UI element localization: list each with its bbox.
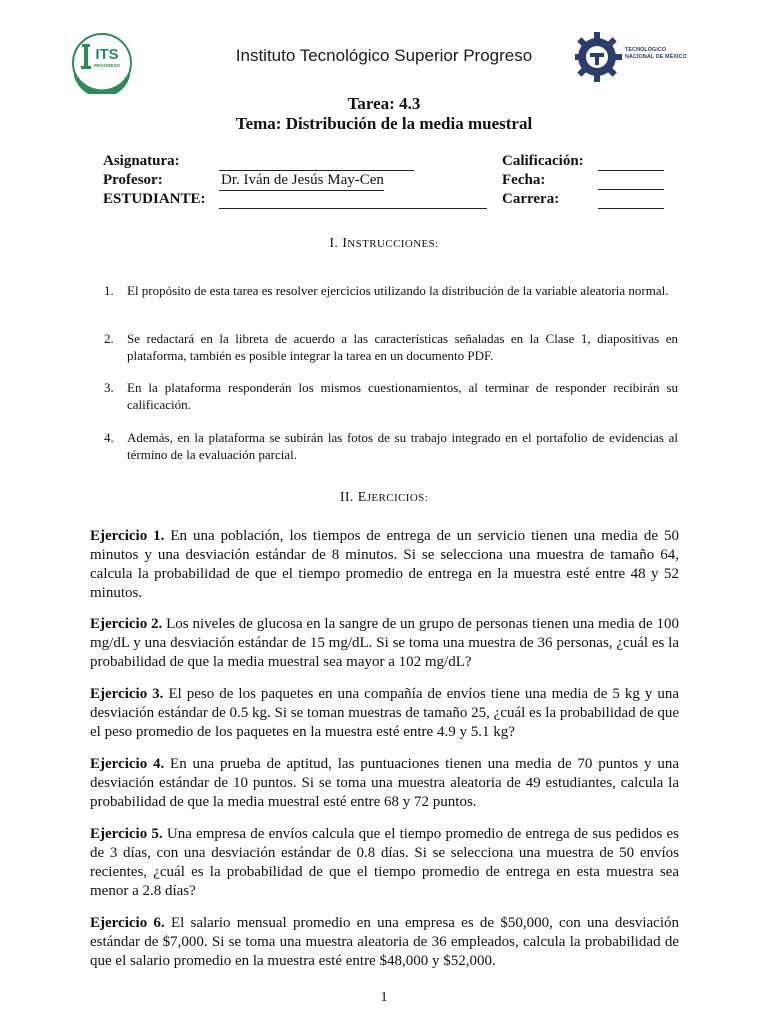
calificacion-label: Calificación: bbox=[502, 153, 584, 169]
tecnm-logo-line2: NACIONAL DE MÉXICO bbox=[625, 54, 687, 60]
list-item-text: Además, en la plataforma se subirán las fotos de su trabajo integrado en el portafolio de evidencias al término de la evaluación parcial. bbox=[127, 430, 678, 462]
profesor-label: Profesor: bbox=[103, 172, 163, 188]
list-item-number: 3. bbox=[104, 380, 114, 395]
list-item-text: El propósito de esta tarea es resolver ejercicios utilizando la distribución de la variable aleatoria normal. bbox=[127, 283, 669, 298]
exercise-text: En una población, los tiempos de entrega de un servicio tienen una media de 50 minutos y una desviación estándar de 8 minutos. Si se selecciona una muestra de tamaño 64, calcula la probabilidad de que el tiempo promedio de entrega en la muestra esté entre 48 y 52 minutos. bbox=[90, 528, 680, 601]
profesor-value: Dr. Iván de Jesús May-Cen bbox=[221, 172, 384, 188]
section-exercises-title bbox=[0, 490, 768, 506]
section-instructions-rest: NSTRUCCIONES: bbox=[347, 238, 439, 250]
page-number: 1 bbox=[380, 990, 388, 1005]
exercise-label: Ejercicio 2. bbox=[90, 616, 163, 632]
asignatura-label: Asignatura: bbox=[103, 153, 180, 169]
list-item-text: En la plataforma responderán los mismos cuestionamientos, al terminar de responder recibirán su calificación. bbox=[127, 380, 678, 412]
list-item-number: 4. bbox=[104, 430, 114, 445]
list-item-text: Se redactará en la libreta de acuerdo a las características señaladas en la Clase 1, diapositivas en plataforma, también es posible integrar la tarea en un documento PDF. bbox=[127, 331, 678, 363]
section-exercises-rest: JERCICIOS: bbox=[366, 492, 429, 504]
assignment-topic: Tema: Distribución de la media muestral bbox=[235, 114, 533, 133]
exercise-item bbox=[90, 825, 679, 901]
exercise-label: Ejercicio 3. bbox=[90, 686, 164, 702]
carrera-label: Carrera: bbox=[502, 191, 560, 207]
exercise-text: Los niveles de glucosa en la sangre de un grupo de personas tienen una media de 100 mg/dL y una desviación estándar de 15 mg/dL. Si se toma una muestra de 36 personas, ¿cuál es la probabilidad de que la media muestral sea mayor a 102 mg/dL? bbox=[90, 616, 679, 670]
assignment-title: Tarea: 4.3 bbox=[347, 94, 421, 113]
tecnm-logo-text bbox=[625, 47, 695, 61]
estudiante-label: ESTUDIANTE: bbox=[103, 191, 206, 207]
calificacion-field bbox=[598, 170, 664, 171]
section-instructions-title bbox=[0, 236, 768, 252]
exercise-text: Una empresa de envíos calcula que el tiempo promedio de entrega de sus pedidos es de 3 días, con una desviación estándar de 0.8 días. Si se selecciona una muestra de 50 envíos recientes, ¿cuál es la probabilidad de que el tiempo promedio de entrega en esta muestra sea menor a 2.8 días? bbox=[90, 826, 679, 899]
exercise-item bbox=[90, 755, 679, 812]
estudiante-field bbox=[219, 208, 487, 209]
exercise-item bbox=[90, 685, 679, 742]
exercise-item bbox=[90, 615, 679, 672]
fecha-label: Fecha: bbox=[502, 172, 546, 188]
exercise-label: Ejercicio 4. bbox=[90, 756, 165, 772]
section-exercises-first-letter: E bbox=[357, 490, 367, 505]
institution-name: Instituto Tecnológico Superior Progreso bbox=[235, 46, 533, 65]
tecnm-logo-line1: TECNOLÓGICO bbox=[625, 47, 667, 53]
fecha-field bbox=[598, 189, 664, 190]
carrera-field bbox=[598, 208, 664, 209]
its-logo-subtext: PROGRESO bbox=[93, 63, 121, 68]
exercise-label: Ejercicio 6. bbox=[90, 915, 165, 931]
exercise-item bbox=[90, 527, 679, 603]
exercise-label: Ejercicio 1. bbox=[90, 528, 165, 544]
section-instructions-first-letter: I bbox=[342, 236, 348, 251]
section-instructions-numeral: I. bbox=[329, 236, 339, 251]
list-item-number: 1. bbox=[104, 283, 114, 298]
exercise-item bbox=[90, 914, 679, 971]
its-logo-text: ITS bbox=[95, 46, 119, 63]
list-item-number: 2. bbox=[104, 331, 114, 346]
exercise-text: En una prueba de aptitud, las puntuaciones tienen una media de 70 puntos y una desviación estándar de 10 puntos. Si se toma una muestra aleatoria de 49 estudiantes, calcula la probabilidad de que la media muestral esté entre 68 y 72 puntos. bbox=[90, 756, 679, 810]
exercise-text: El peso de los paquetes en una compañía de envíos tiene una media de 5 kg y una desviación estándar de 0.5 kg. Si se toman muestras de tamaño 25, ¿cuál es la probabilidad de que el peso promedio de los paquetes en la muestra esté entre 4.9 y 5.1 kg? bbox=[90, 686, 679, 740]
exercise-label: Ejercicio 5. bbox=[90, 826, 163, 842]
profesor-field bbox=[219, 190, 384, 191]
exercise-text: El salario mensual promedio en una empresa es de $50,000, con una desviación estándar de $7,000. Si se toma una muestra aleatoria de 36 empleados, calcula la probabilidad de que el salario promedio en la muestra esté entre $48,000 y $52,000. bbox=[90, 915, 679, 969]
asignatura-field bbox=[219, 170, 414, 171]
section-exercises-numeral: II. bbox=[339, 490, 354, 505]
